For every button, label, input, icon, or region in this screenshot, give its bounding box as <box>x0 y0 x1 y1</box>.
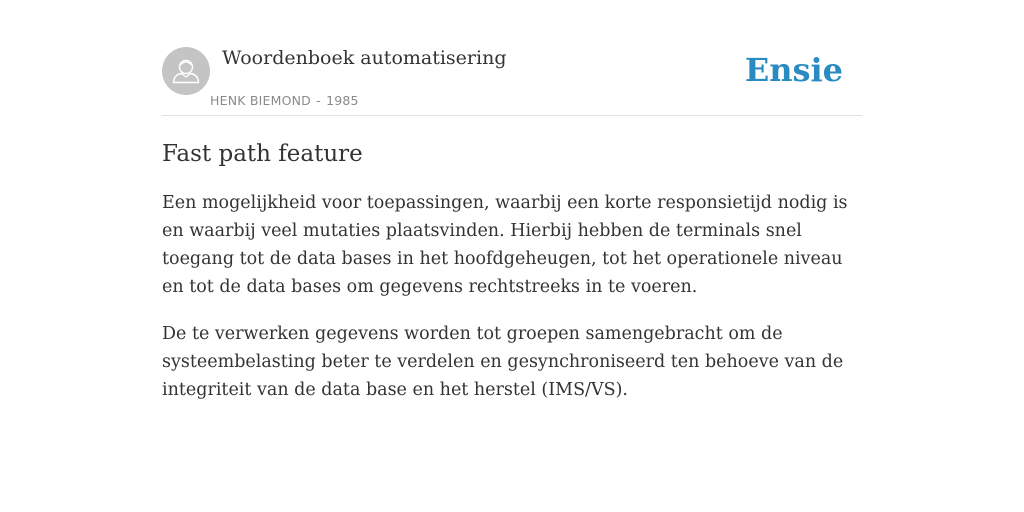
avatar[interactable] <box>162 47 210 95</box>
definition-paragraph: Een mogelijkheid voor toepassingen, waarbij een korte responsietijd nodig is en waarbij veel mutaties plaatsvinden. Hierbij hebben de terminals snel toegang tot de data bases in het hoofdgeheugen, tot het operationele niveau en tot de data bases om gegevens rechtstreeks in te voeren. <box>162 193 848 297</box>
byline-separator: - <box>316 93 321 108</box>
byline <box>210 93 359 109</box>
brand-logo[interactable]: Ensie <box>744 51 843 89</box>
user-silhouette-icon <box>162 47 210 95</box>
entry-header <box>162 44 862 116</box>
definition-paragraph: De te verwerken gegevens worden tot groepen samengebracht om de systeembelasting beter te verdelen en gesynchroniseerd ten behoeve van de integriteit van de data base en het herstel (IMS/VS). <box>162 324 844 400</box>
entry-title: Fast path feature <box>162 141 363 167</box>
publication-year: 1985 <box>326 93 359 108</box>
author-name[interactable]: HENK BIEMOND <box>210 93 311 108</box>
book-title[interactable]: Woordenboek automatisering <box>222 47 507 69</box>
entry-card <box>162 44 862 423</box>
entry-definition <box>162 189 862 404</box>
